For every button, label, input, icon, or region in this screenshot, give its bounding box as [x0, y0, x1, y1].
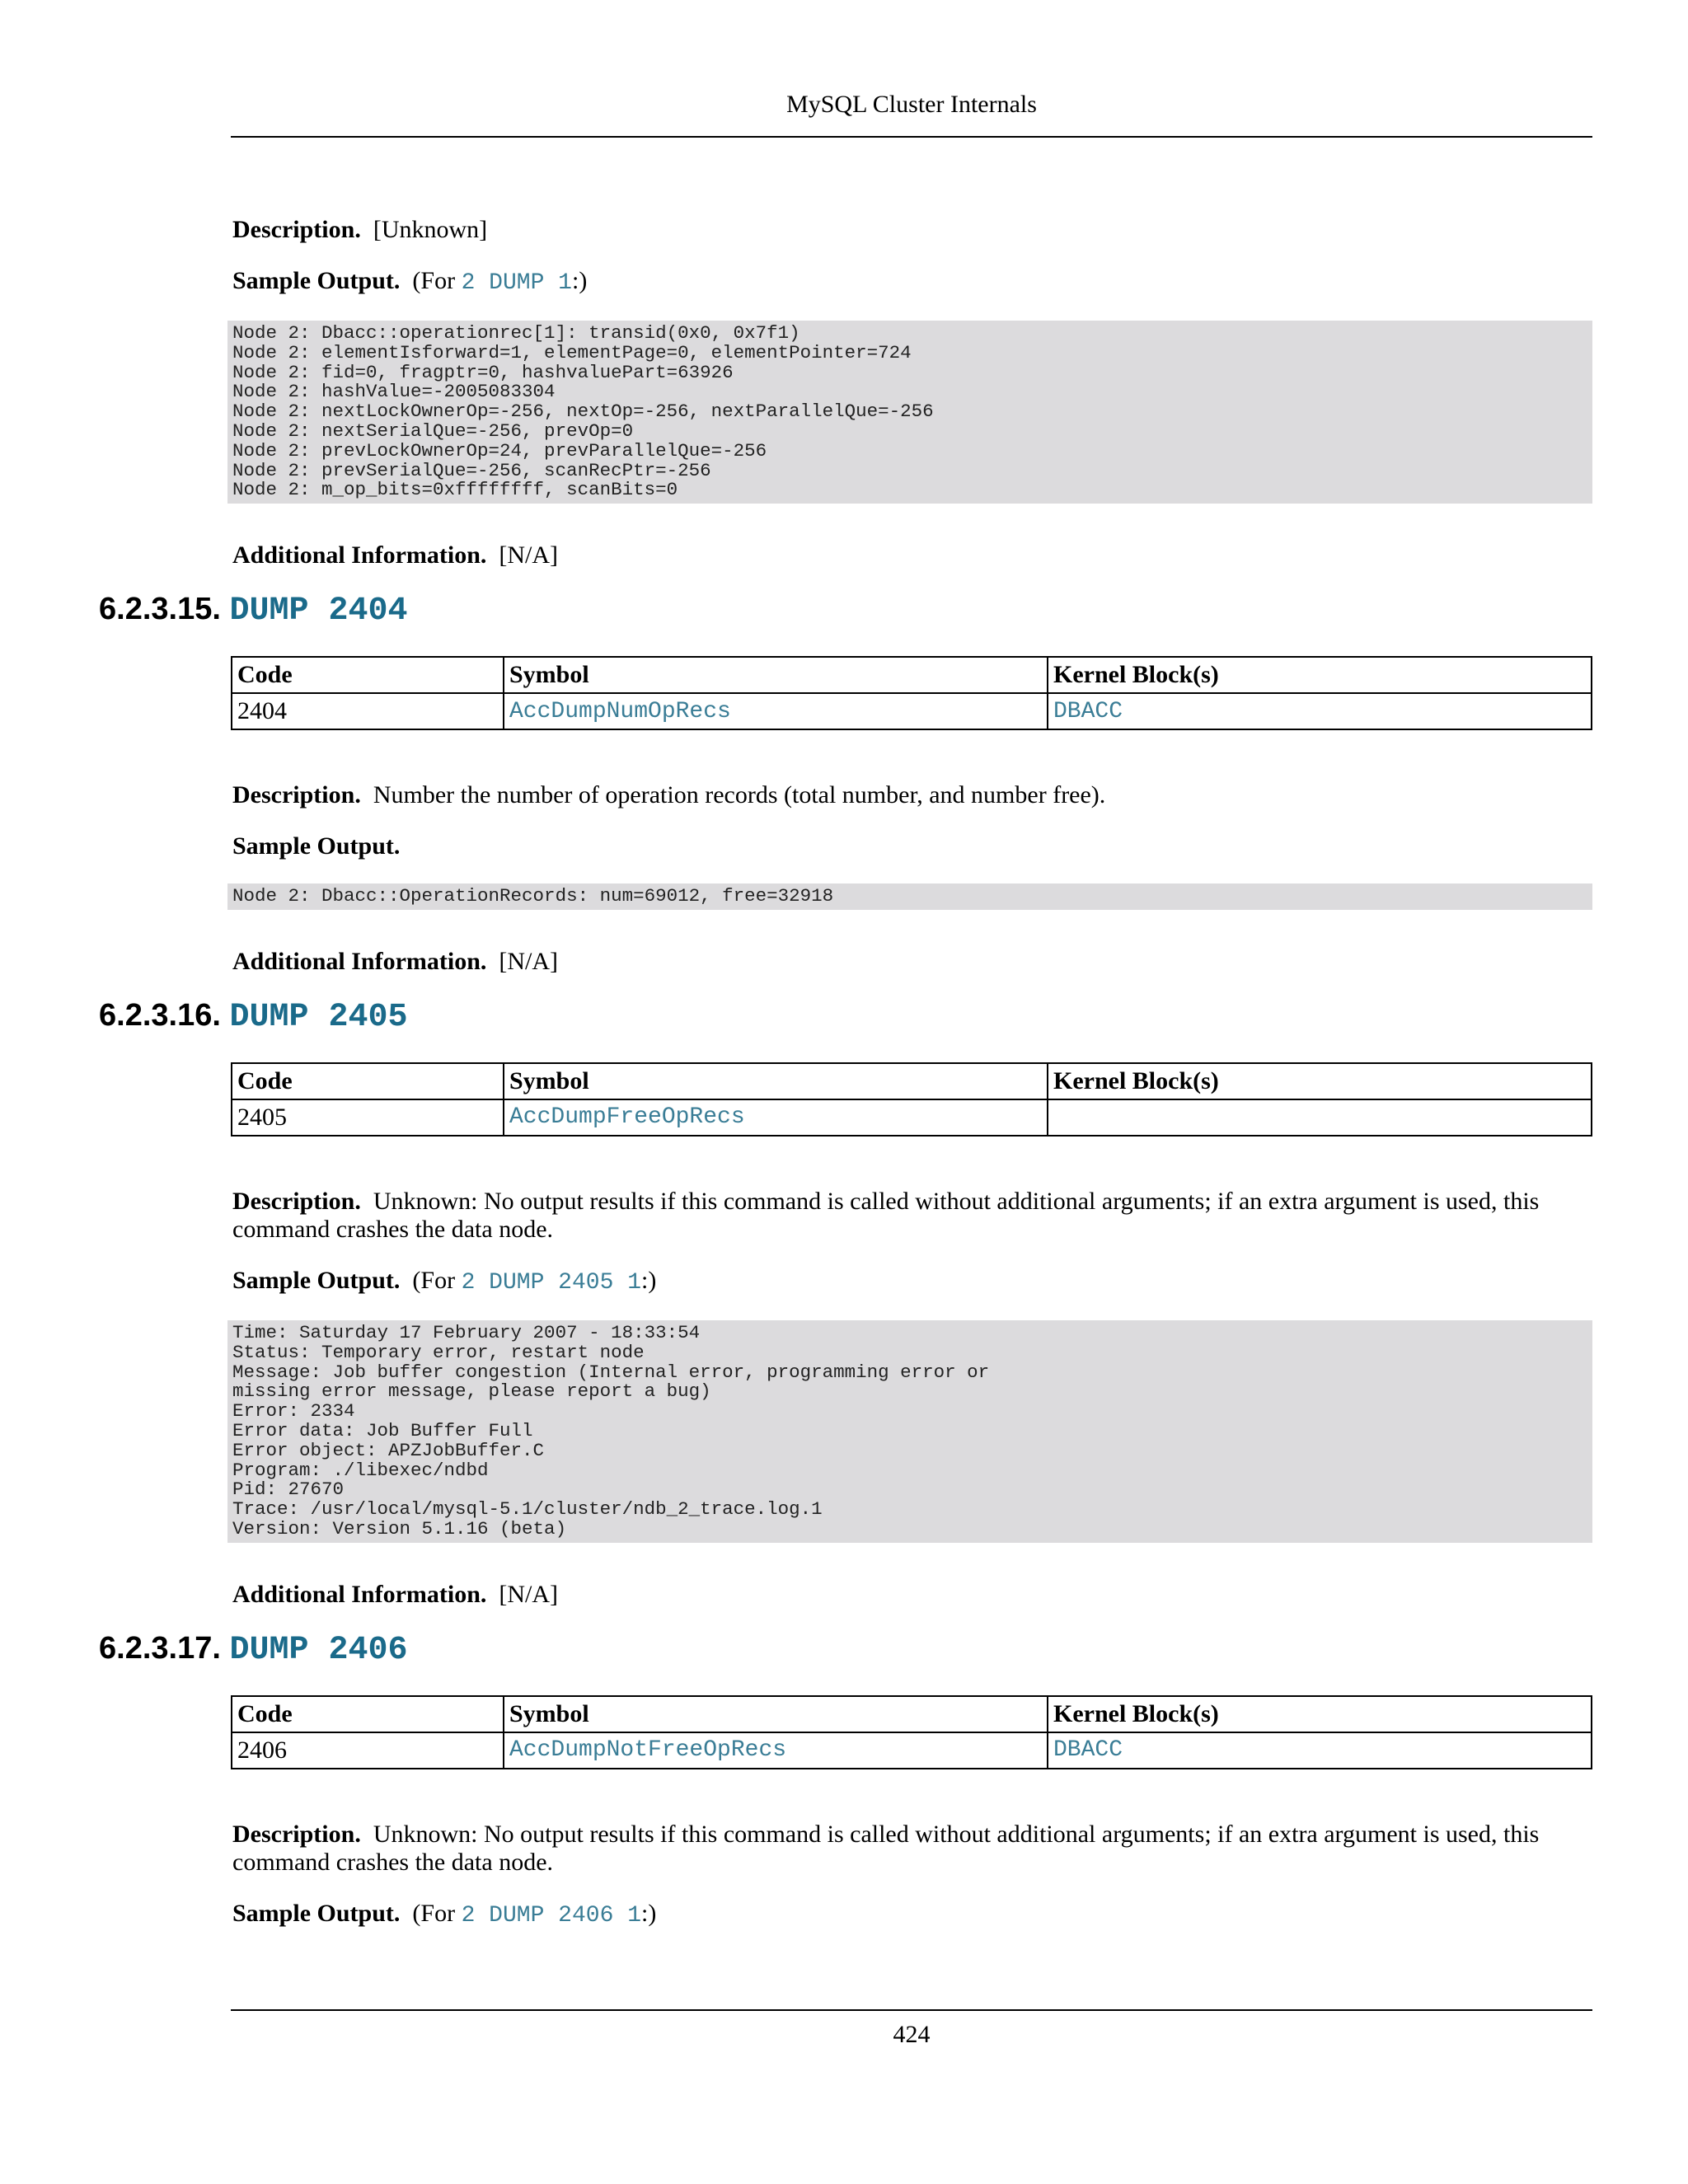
- section-title-link-2404[interactable]: DUMP 2404: [229, 593, 408, 630]
- footer-rule: [231, 2009, 1592, 2011]
- prev-description: [232, 216, 1592, 244]
- kernel-block-link[interactable]: DBACC: [1048, 693, 1592, 729]
- sample-output-heading-2404: Sample Output.: [232, 832, 401, 860]
- col-kernel-header: Kernel Block(s): [1048, 1063, 1592, 1099]
- sample-command-link-2406[interactable]: 2 DUMP 2406 1: [461, 1902, 641, 1929]
- col-symbol-header: Symbol: [504, 1063, 1048, 1099]
- table-row: [232, 1099, 1592, 1136]
- sample-command-link-2405[interactable]: 2 DUMP 2405 1: [461, 1269, 641, 1296]
- section-title-link-2406[interactable]: DUMP 2406: [229, 1631, 408, 1669]
- dump-info-table-2405: [231, 1062, 1592, 1137]
- col-symbol-header: Symbol: [504, 657, 1048, 693]
- prev-sample-output-heading: Sample Output. (For 2 DUMP 1:): [232, 267, 588, 296]
- additional-info-label: Additional Information.: [232, 541, 487, 569]
- symbol-link[interactable]: AccDumpNotFreeOpRecs: [504, 1732, 1048, 1769]
- additional-info-2405: Additional Information. [N/A]: [232, 1580, 559, 1608]
- prev-description-text: [Unknown]: [373, 216, 488, 243]
- running-header: MySQL Cluster Internals: [786, 91, 1037, 118]
- sample-output-label: Sample Output.: [232, 267, 401, 294]
- col-symbol-header: Symbol: [504, 1696, 1048, 1732]
- col-code-header: Code: [232, 1696, 504, 1732]
- prev-sample-command-link[interactable]: 2 DUMP 1: [461, 270, 572, 296]
- description-label: Description.: [232, 216, 361, 243]
- sample-output-block-2404: Node 2: Dbacc::OperationRecords: num=69012, free=32918: [227, 883, 1592, 910]
- symbol-link[interactable]: AccDumpNumOpRecs: [504, 693, 1048, 729]
- page-number: 424: [893, 2021, 931, 2048]
- col-code-header: Code: [232, 657, 504, 693]
- page-content: [0, 216, 1688, 1953]
- sample-output-heading-2405: Sample Output. (For 2 DUMP 2405 1:): [232, 1266, 657, 1296]
- kernel-block-cell: [1048, 1099, 1592, 1136]
- section-heading-2404: 6.2.3.15. DUMP 2404: [99, 592, 408, 630]
- dump-info-table-2406: [231, 1695, 1592, 1769]
- table-header-row: [232, 657, 1592, 693]
- header-rule: [231, 136, 1592, 138]
- symbol-link[interactable]: AccDumpFreeOpRecs: [504, 1099, 1048, 1136]
- prev-sample-output-block: Node 2: Dbacc::operationrec[1]: transid(0x0, 0x7f1) Node 2: elementIsforward=1, elementPage=0, elementPointer=724 Node 2: fid=0, fragptr=0, hashvaluePart=63926 Node 2: hashValue=-2005083304 Node 2: nextLockOwnerOp=-256, nextOp=-256, nextParallelQue=-256 Node 2: nextSerialQue=-256, prevOp=0 Node 2: prevLockOwnerOp=24, prevParallelQue=-256 Node 2: prevSerialQue=-256, scanRecPtr=-256 Node 2: m_op_bits=0xffffffff, scanBits=0: [227, 321, 1592, 504]
- code-cell: 2406: [232, 1732, 504, 1769]
- table-row: [232, 1732, 1592, 1769]
- table-header-row: [232, 1696, 1592, 1732]
- kernel-block-link[interactable]: DBACC: [1048, 1732, 1592, 1769]
- sample-output-heading-2406: Sample Output. (For 2 DUMP 2406 1:): [232, 1899, 657, 1929]
- sample-output-block-2405: Time: Saturday 17 February 2007 - 18:33:54 Status: Temporary error, restart node Message: Job buffer congestion (Internal error, programming error or missing error message, please report a bug) Error: 2334 Error data: Job Buffer Full Error object: APZJobBuffer.C Program: ./libexec/ndbd Pid: 27670 Trace: /usr/local/mysql-5.1/cluster/ndb_2_trace.log.1 Version: Version 5.1.16 (beta): [227, 1320, 1592, 1543]
- description-2406: Description. Unknown: No output results if this command is called without additional arguments; if an extra argument is used, this command crashes the data node.: [232, 1820, 1540, 1876]
- description-2404: Description. Number the number of operation records (total number, and number free).: [232, 781, 1106, 809]
- table-row: [232, 693, 1592, 729]
- code-cell: 2404: [232, 693, 504, 729]
- col-kernel-header: Kernel Block(s): [1048, 1696, 1592, 1732]
- section-title-link-2405[interactable]: DUMP 2405: [229, 998, 408, 1036]
- code-cell: 2405: [232, 1099, 504, 1136]
- dump-info-table-2404: [231, 656, 1592, 730]
- section-heading-2405: 6.2.3.16. DUMP 2405: [99, 997, 408, 1036]
- section-heading-2406: 6.2.3.17. DUMP 2406: [99, 1630, 408, 1669]
- table-header-row: [232, 1063, 1592, 1099]
- prev-additional-info: Additional Information. [N/A]: [232, 541, 559, 569]
- col-code-header: Code: [232, 1063, 504, 1099]
- col-kernel-header: Kernel Block(s): [1048, 657, 1592, 693]
- description-2405: Description. Unknown: No output results if this command is called without additional arguments; if an extra argument is used, this command crashes the data node.: [232, 1187, 1540, 1243]
- additional-info-2404: Additional Information. [N/A]: [232, 947, 559, 975]
